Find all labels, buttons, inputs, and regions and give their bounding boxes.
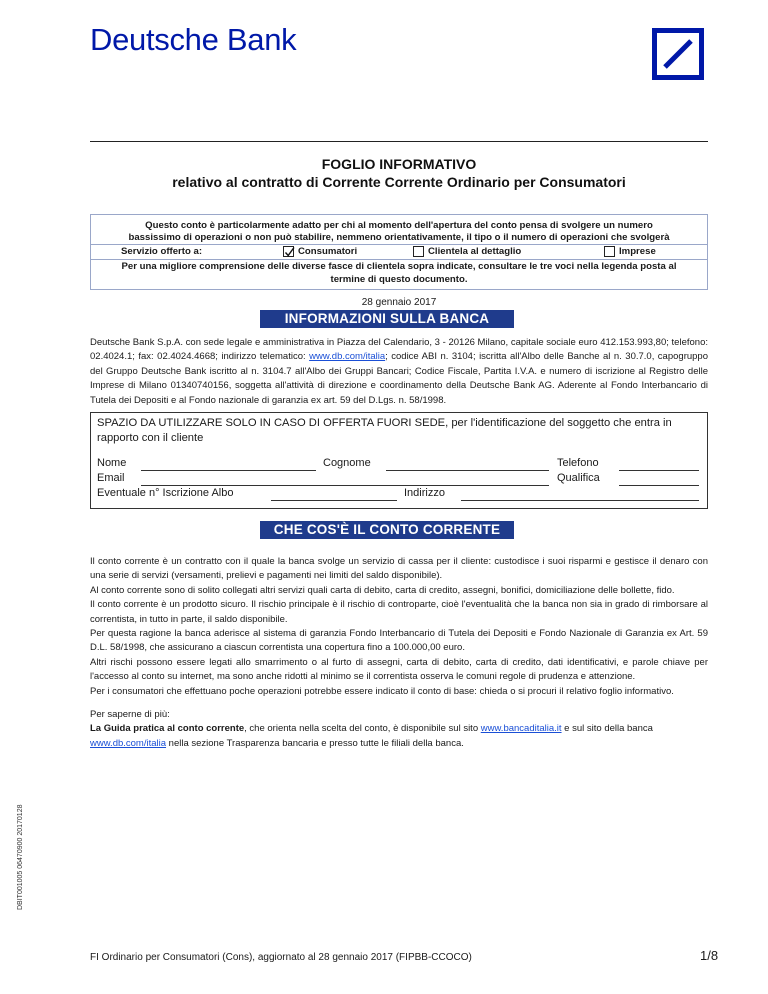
conto-paragraph: Per questa ragione la banca aderisce al sistema di garanzia Fondo Interbancario di Tutela dei Depositi e Fondo Nazionale di Garanzia ex Art. 59 D.L. 58/1998, che assicurano a ciascun correntista una copertura fino a 100.000,00 euro. (90, 628, 708, 654)
field-label-albo: Eventuale n° Iscrizione Albo (97, 487, 234, 499)
field-label-telefono: Telefono (557, 457, 599, 469)
field-label-cognome: Cognome (323, 457, 371, 469)
header-divider (90, 141, 708, 142)
db-italia-link-2[interactable]: www.db.com/italia (90, 737, 167, 749)
bank-info-text: ; codice ABI n. 3104; iscritta all'Albo delle Banche al n. 30.7.0, capogruppo del Gruppo Deutsche Bank iscritto al n. 3104.7 all'Albo dei Gruppi Bancari; Codice Fiscale, Partita I.V.A. e numero di iscrizione al Registro delle Imprese di Milano 01340740156, soggetta all'attività di direzione e coordinamento della Deutsche Bank AG. Aderente al Fondo Interbancario di Tutela dei Depositi e al Fondo nazionale di garanzia ex art. 59 del D.Lgs. n. 58/1998. (90, 351, 708, 406)
telefono-field[interactable] (619, 470, 699, 471)
page-number: 1/8 (700, 948, 719, 963)
field-label-nome: Nome (97, 457, 127, 469)
checkbox-clientela-dettaglio[interactable] (413, 246, 424, 257)
bancaditalia-link[interactable]: www.bancaditalia.it (480, 723, 562, 735)
section-heading-conto-corrente: CHE COS'È IL CONTO CORRENTE (260, 521, 514, 539)
conto-paragraph: Per i consumatori che effettuano poche operazioni potrebbe essere indicato il conto di base: chieda o si procuri il relativo foglio informativo. (90, 685, 674, 697)
field-label-email: Email (97, 472, 125, 484)
qualifica-field[interactable] (619, 485, 699, 486)
bank-info-paragraph (90, 336, 708, 408)
db-italia-link[interactable]: www.db.com/italia (309, 351, 386, 363)
document-title: FOGLIO INFORMATIVO (321, 156, 477, 172)
document-side-code: DBIT001005 06470900 20170128 (17, 804, 24, 910)
more-info-intro: Per saperne di più: (90, 709, 170, 720)
checkmark-icon (284, 246, 295, 258)
conto-paragraph: Il conto corrente è un prodotto sicuro. Il rischio principale è il rischio di controparte, cioè l'eventualità che la banca non sia in grado di rimborsare al correntista, in tutto in parte, il saldo disponibile. (90, 599, 708, 625)
conto-description (90, 555, 708, 699)
cognome-field[interactable] (386, 470, 549, 471)
client-target-box (90, 214, 708, 290)
field-label-qualifica: Qualifica (557, 472, 600, 484)
client-box-text-line: bassissimo di operazioni o non può stabilire, nemmeno orientativamente, il tipo o il numero di operazioni che svolgerà (128, 232, 670, 243)
conto-paragraph: Altri rischi possono essere legati allo smarrimento o al furto di assegni, carta di debito, carta di credito, dati identificativi, e parole chiave per l'accesso al conto su internet, ma sono anche ridotti al minimo se il correntista osserva le comuni regole di prudenza e attenzione. (90, 656, 708, 683)
guide-title: La Guida pratica al conto corrente (90, 723, 245, 735)
option-label-consumatori: Consumatori (298, 246, 358, 257)
section-heading-bank-info: INFORMAZIONI SULLA BANCA (260, 310, 514, 328)
brand-name: Deutsche Bank (90, 22, 297, 57)
bank-info-text: Deutsche Bank S.p.A. con sede legale e amministrativa in Piazza del Calendario, 3 - 20126 Milano, capitale sociale euro 412.153.993,80; telefono: 02.4024.1; fax: 02.4024.4668; indirizzo telematico: (90, 337, 708, 363)
indirizzo-field[interactable] (461, 500, 699, 501)
more-info-segment: , che orienta nella scelta del conto, è disponibile sul sito (244, 723, 481, 735)
albo-field[interactable] (271, 500, 397, 501)
more-info-segment: nella sezione Trasparenza bancaria e presso tutte le filiali della banca. (166, 737, 464, 749)
footer-text: FI Ordinario per Consumatori (Cons), aggiornato al 28 gennaio 2017 (FIPBB-CCOCO) (90, 952, 472, 963)
client-box-text-line: Questo conto è particolarmente adatto per chi al momento dell'apertura del conto pensa di svolgere un numero (145, 220, 653, 231)
deutsche-bank-logo-icon (652, 28, 704, 80)
service-offered-row (91, 244, 707, 260)
checkbox-imprese[interactable] (604, 246, 615, 257)
client-box-text-line: Per una migliore comprensione delle diverse fasce di clientela sopra indicate, consultare le tre voci nella legenda posta al (121, 261, 677, 272)
option-label-clientela-dettaglio: Clientela al dettaglio (428, 246, 522, 257)
offsite-offer-title: SPAZIO DA UTILIZZARE SOLO IN CASO DI OFFERTA FUORI SEDE, per l'identificazione del soggetto che entra in rapporto con il cliente (97, 417, 672, 444)
document-date: 28 gennaio 2017 (361, 297, 437, 308)
service-offered-label: Servizio offerto a: (121, 246, 203, 257)
conto-paragraph: Al conto corrente sono di solito collegati altri servizi quali carta di debito, carta di credito, assegni, bonifici, domiciliazione delle bollette, fido. (90, 584, 675, 596)
checkbox-consumatori[interactable] (283, 246, 294, 257)
field-label-indirizzo: Indirizzo (404, 487, 445, 499)
document-subtitle: relativo al contratto di Corrente Corrente Ordinario per Consumatori (172, 174, 626, 190)
nome-field[interactable] (141, 470, 316, 471)
offsite-offer-box (90, 412, 708, 509)
option-label-imprese: Imprese (619, 246, 656, 257)
more-info-segment: e sul sito della banca (561, 723, 653, 735)
more-info-text (90, 722, 708, 751)
more-info-block (90, 708, 708, 751)
conto-paragraph: Il conto corrente è un contratto con il quale la banca svolge un servizio di cassa per il cliente: custodisce i suoi risparmi e gestisce il denaro con una serie di servizi (versamenti, prelievi e pagamenti nei limiti del saldo disponibile). (90, 556, 708, 582)
client-box-text-line: termine di questo documento. (330, 274, 468, 285)
